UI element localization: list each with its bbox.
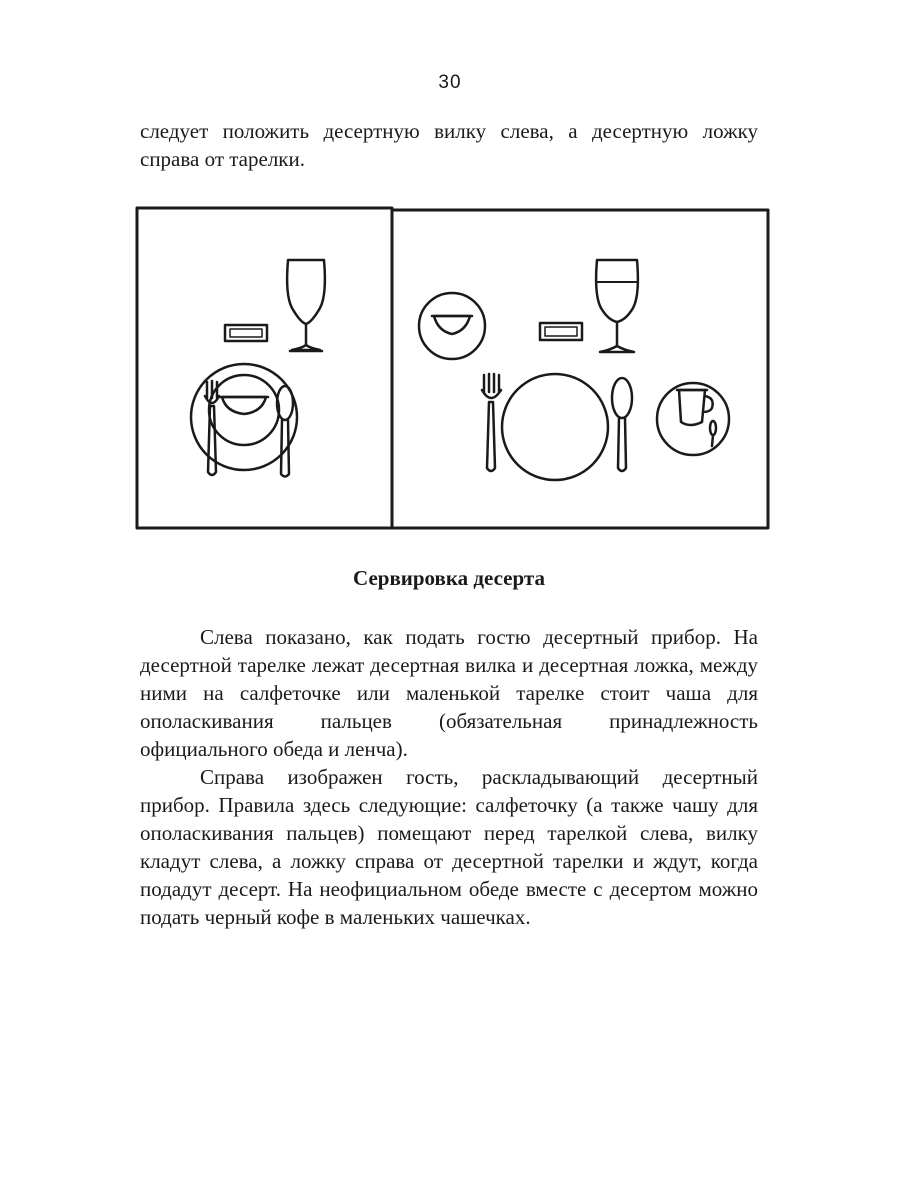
right-panel-frame <box>392 210 768 528</box>
spoon-icon <box>277 386 293 477</box>
fork-icon-right <box>482 374 501 471</box>
bread-plate-icon <box>419 293 485 359</box>
paragraph-left-description: Слева показано, как подать гостю десертный прибор. На десертной тарелке лежат десертная вилка и десертная ложка, между ними на салфеточке или маленькой тарелке стоит чаша для ополаскивания пальцев (обязательная принадлежность официального обеда и ленча). <box>140 625 758 761</box>
paragraph-right-description: Справа изображен гость, раскладывающий десертный прибор. Правила здесь следующие: салфеточку (а также чашу для ополаскивания пальцев) помещают перед тарелкой слева, вилку кладут слева, а ложку справа от десертной тарелки и ждут, когда подадут десерт. На неофициальном обеде вместе с десертом можно подать черный кофе в маленьких чашечках. <box>140 765 758 929</box>
dessert-setting-illustration <box>130 200 775 540</box>
spoon-icon-right <box>612 378 632 471</box>
place-card-icon <box>225 325 267 341</box>
dinner-plate-icon <box>502 374 608 480</box>
coffee-cup-icon <box>657 383 729 455</box>
figure-caption: Сервировка десерта <box>353 566 545 590</box>
page-number: 30 <box>438 72 462 93</box>
fork-icon <box>205 381 219 475</box>
body-text <box>140 623 758 931</box>
wine-glass-icon <box>287 260 325 351</box>
place-card-icon-right <box>540 323 582 340</box>
wine-glass-icon-right <box>596 260 638 352</box>
finger-bowl-icon <box>220 397 268 414</box>
intro-paragraph: следует положить десертную вилку слева, а десертную ложку справа от тарелки. <box>140 119 758 171</box>
